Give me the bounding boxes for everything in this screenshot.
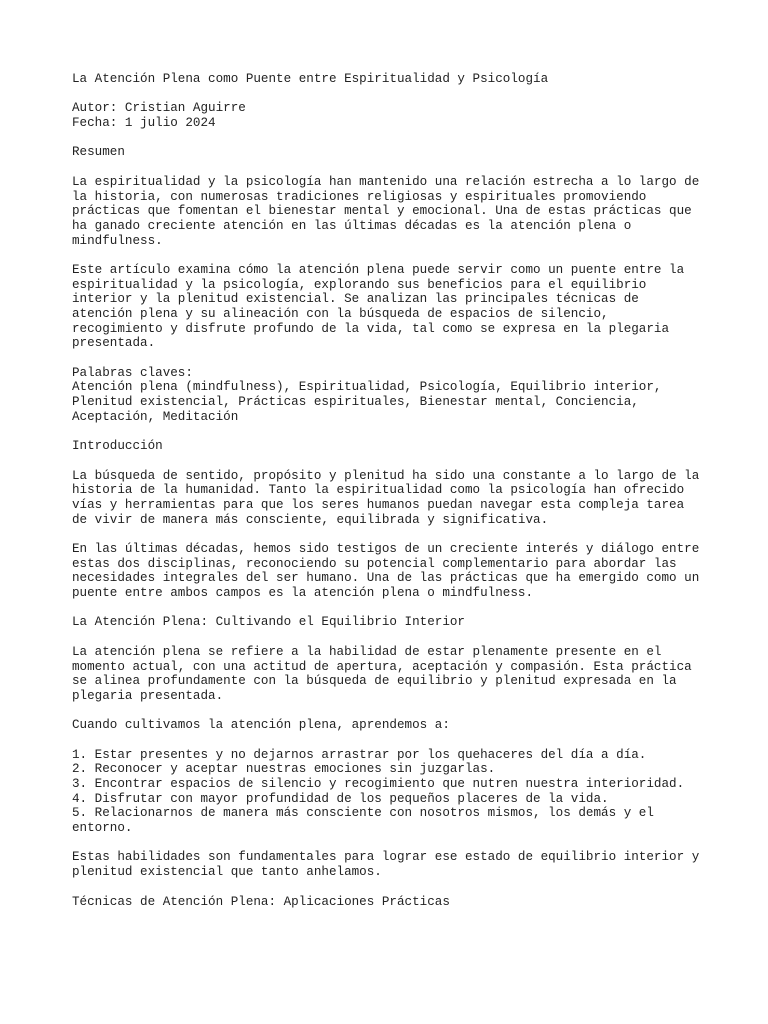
author-line: Autor: Cristian Aguirre	[72, 101, 246, 116]
date-line: Fecha: 1 julio 2024	[72, 116, 216, 131]
section1-list	[72, 748, 712, 836]
abstract-heading: Resumen	[72, 145, 125, 160]
list-item: 4. Disfrutar con mayor profundidad de los pequeños placeres de la vida.	[72, 791, 609, 806]
section1-paragraph-1: La atención plena se refiere a la habilidad de estar plenamente presente en el momento actual, con una actitud de apertura, aceptación y compasión. Esta práctica se alinea profundamente con la búsqueda de equilibrio y plenitud expresada en la plegaria presentada.	[72, 644, 692, 703]
intro-paragraph-2: En las últimas décadas, hemos sido testigos de un creciente interés y diálogo entre estas dos disciplinas, reconociendo su potencial complementario para abordar las necesidades integrales del ser humano. Una de las prácticas que ha emergido como un puente entre ambos campos es la atención plena o mindfulness.	[72, 542, 700, 601]
list-item: 3. Encontrar espacios de silencio y recogimiento que nutren nuestra interioridad.	[72, 777, 685, 791]
abstract-paragraph-1: La espiritualidad y la psicología han mantenido una relación estrecha a lo largo de la historia, con numerosas tradiciones religiosas y espirituales promoviendo prácticas que fomentan el bienestar mental y emocional. Una de estas prácticas que ha ganado creciente atención en las últimas décadas es la atención plena o mindfulness.	[72, 174, 700, 248]
list-item: entorno.	[72, 821, 133, 836]
author-date-block	[72, 101, 712, 130]
document-title: La Atención Plena como Puente entre Espiritualidad y Psicología	[72, 72, 549, 86]
section2-heading: Técnicas de Atención Plena: Aplicaciones Prácticas	[72, 894, 450, 909]
list-item: 1. Estar presentes y no dejarnos arrastrar por los quehaceres del día a día.	[72, 747, 647, 762]
list-item: 2. Reconocer y aceptar nuestras emociones sin juzgarlas.	[72, 762, 496, 777]
intro-heading: Introducción	[72, 439, 163, 454]
section1-paragraph-2: Cuando cultivamos la atención plena, aprendemos a:	[72, 718, 450, 733]
document-page	[72, 72, 712, 909]
section1-paragraph-3: Estas habilidades son fundamentales para lograr ese estado de equilibrio interior y plenitud existencial que tanto anhelamos.	[72, 850, 700, 880]
section1-heading: La Atención Plena: Cultivando el Equilibrio Interior	[72, 615, 465, 630]
list-item: 5. Relacionarnos de manera más consciente con nosotros mismos, los demás y el	[72, 806, 654, 821]
abstract-paragraph-2: Este artículo examina cómo la atención plena puede servir como un puente entre la espiritualidad y la psicología, explorando sus beneficios para el equilibrio interior y la plenitud existencial. Se analizan las principales técnicas de atención plena y su alineación con la búsqueda de espacios de silencio, recogimiento y disfrute profundo de la vida, tal como se expresa en la plegaria presentada.	[72, 262, 685, 351]
keywords-label: Palabras claves:	[72, 365, 193, 380]
intro-paragraph-1: La búsqueda de sentido, propósito y plenitud ha sido una constante a lo largo de la historia de la humanidad. Tanto la espiritualidad como la psicología han ofrecido vías y herramientas para que los seres humanos puedan navegar esta compleja tarea de vivir de manera más consciente, equilibrada y significativa.	[72, 468, 700, 527]
keywords-block: Palabras claves: Atención plena (mindfulness), Espiritualidad, Psicología, Equilibrio interior, Plenitud existencial, Prácticas espirituales, Bienestar mental, Conciencia, Aceptación, Meditación	[72, 366, 712, 425]
